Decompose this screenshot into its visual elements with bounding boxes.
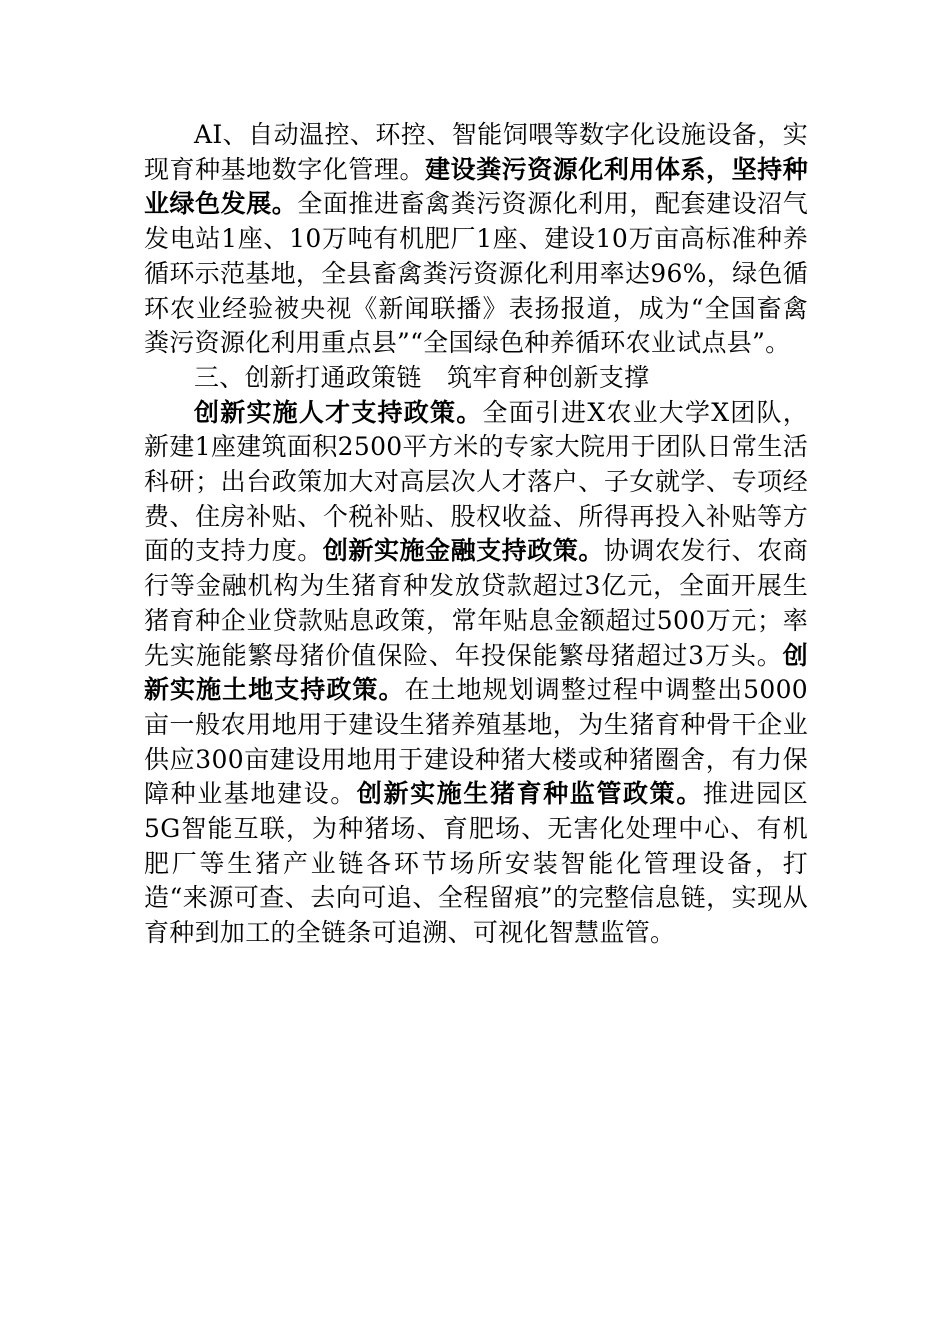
paragraph-text: 全面推进畜禽粪污资源化利用，配套建设沼气发电站1座、10万吨有机肥厂1座、建设10万亩高标准种养循环示范基地，全县畜禽粪污资源化利用率达96%，绿色循环农业经验被央视《新闻联播》表扬报道，成为“全国畜禽粪污资源化利用重点县”“全国绿色种养循环农业试点县”。 (144, 189, 808, 358)
document-page (144, 118, 808, 951)
paragraph-text: 全面引进X农业大学X团队，新建1座建筑面积2500平方米的专家大院用于团队日常生活科研；出台政策加大对高层次人才落户、子女就学、专项经费、住房补贴、个税补贴、股权收益、所得再投入补贴等方面的支持力度。 (144, 397, 808, 566)
bold-lead-sentence: 创新实施土地支持政策。 (144, 640, 808, 705)
bold-lead-sentence: 建设粪污资源化利用体系，坚持种业绿色发展。 (144, 154, 808, 219)
paragraph-text: 推进园区5G智能互联，为种猪场、育肥场、无害化处理中心、有机肥厂等生猪产业链各环节场所安装智能化管理设备，打造“来源可查、去向可追、全程留痕”的完整信息链，实现从育种到加工的全链条可追溯、可视化智慧监管。 (144, 779, 809, 948)
bold-lead-sentence: 创新实施人才支持政策。 (194, 397, 483, 427)
paragraph-text: AI、自动温控、环控、智能饲喂等数字化设施设备，实现育种基地数字化管理。 (144, 120, 808, 184)
bold-lead-sentence: 创新实施生猪育种监管政策。 (356, 779, 703, 809)
paragraph-digital-and-green (144, 118, 808, 361)
paragraph-text: 在土地规划调整过程中调整出5000亩一般农用地用于建设生猪养殖基地，为生猪育种骨干企业供应300亩建设用地用于建设种猪大楼或种猪圈舍，有力保障种业基地建设。 (144, 675, 808, 809)
paragraph-policy-support (144, 396, 808, 951)
paragraph-text: 协调农发行、农商行等金融机构为生猪育种发放贷款超过3亿元，全面开展生猪育种企业贷款贴息政策，常年贴息金额超过500万元；率先实施能繁母猪价值保险、年投保能繁母猪超过3万头。 (144, 536, 809, 670)
section-heading: 三、创新打通政策链 筑牢育种创新支撑 (194, 362, 650, 392)
bold-lead-sentence: 创新实施金融支持政策。 (322, 536, 604, 566)
